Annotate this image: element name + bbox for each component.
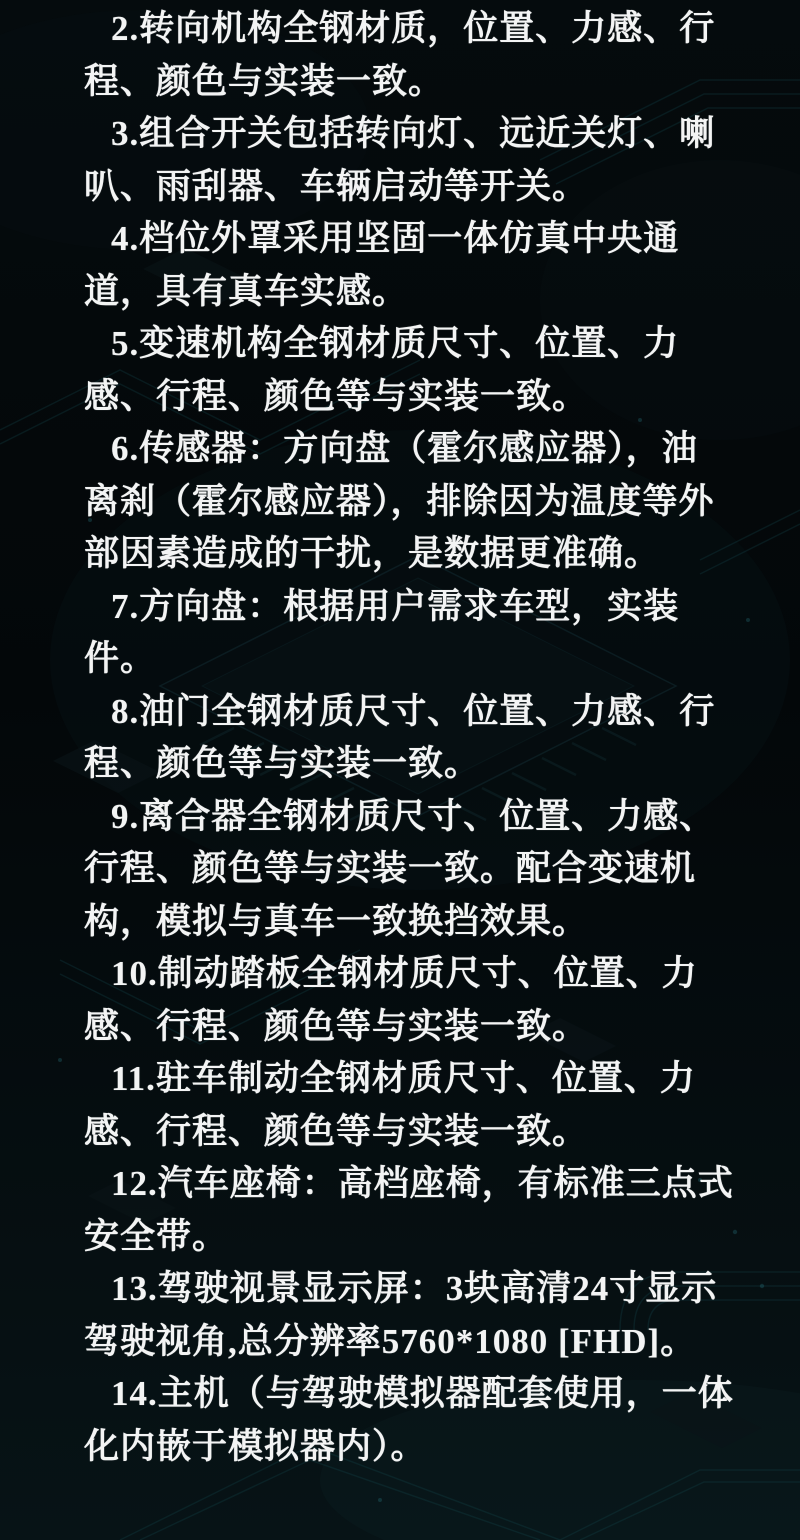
spec-line: 8.油门全钢材质尺寸、位置、力感、行 <box>111 691 716 731</box>
spec-line: 11.驻车制动全钢材质尺寸、位置、力 <box>111 1059 696 1098</box>
spec-line: 行程、颜色等与实装一致。配合变速机 <box>84 849 697 888</box>
spec-line: 10.制动踏板全钢材质尺寸、位置、力 <box>111 954 698 993</box>
spec-line: 感、行程、颜色等与实装一致。 <box>84 376 589 416</box>
spec-line: 部因素造成的干扰，是数据更准确。 <box>84 534 661 573</box>
spec-line: 离刹（霍尔感应器），排除因为温度等外 <box>84 481 715 521</box>
spec-list <box>84 3 754 1473</box>
spec-line: 13.驾驶视景显示屏：3块高清24寸显示 <box>111 1269 718 1308</box>
spec-line: 7.方向盘：根据用户需求车型，实装 <box>111 586 680 626</box>
spec-line: 构，模拟与真车一致换挡效果。 <box>84 901 589 941</box>
spec-line: 程、颜色等与实装一致。 <box>84 744 481 783</box>
spec-line: 感、行程、颜色等与实装一致。 <box>84 1111 589 1151</box>
spec-line: 6.传感器：方向盘（霍尔感应器），油 <box>111 429 698 468</box>
spec-line: 安全带。 <box>84 1216 229 1256</box>
spec-item-14 <box>84 1368 754 1473</box>
spec-line: 叭、雨刮器、车辆启动等开关。 <box>84 166 589 206</box>
spec-item-10 <box>84 948 754 1053</box>
spec-item-6 <box>84 423 754 581</box>
spec-line: 12.汽车座椅：高档座椅，有标准三点式 <box>111 1164 734 1203</box>
spec-line: 9.离合器全钢材质尺寸、位置、力感、 <box>111 796 716 836</box>
spec-line: 道，具有真车实感。 <box>84 271 409 311</box>
spec-item-4 <box>84 213 754 318</box>
spec-line: 2.转向机构全钢材质，位置、力感、行 <box>111 9 716 48</box>
spec-line: 程、颜色与实装一致。 <box>84 61 445 101</box>
spec-item-11 <box>84 1053 754 1158</box>
spec-line: 5.变速机构全钢材质尺寸、位置、力 <box>111 324 680 363</box>
spec-line: 3.组合开关包括转向灯、远近关灯、喇 <box>111 114 716 153</box>
spec-item-12 <box>84 1158 754 1263</box>
spec-line: 14.主机（与驾驶模拟器配套使用，一体 <box>111 1374 734 1413</box>
spec-item-5 <box>84 318 754 423</box>
spec-line: 化内嵌于模拟器内）。 <box>84 1426 427 1466</box>
spec-item-9 <box>84 791 754 949</box>
spec-item-8 <box>84 686 754 791</box>
spec-line: 件。 <box>84 639 157 678</box>
spec-line: 感、行程、颜色等与实装一致。 <box>84 1006 589 1046</box>
spec-item-3 <box>84 108 754 213</box>
spec-item-7 <box>84 581 754 686</box>
spec-line: 4.档位外罩采用坚固一体仿真中央通 <box>111 219 680 258</box>
spec-item-13 <box>84 1263 754 1368</box>
spec-line: 驾驶视角,总分辨率5760*1080 [FHD]。 <box>84 1321 697 1361</box>
spec-item-2 <box>84 3 754 108</box>
